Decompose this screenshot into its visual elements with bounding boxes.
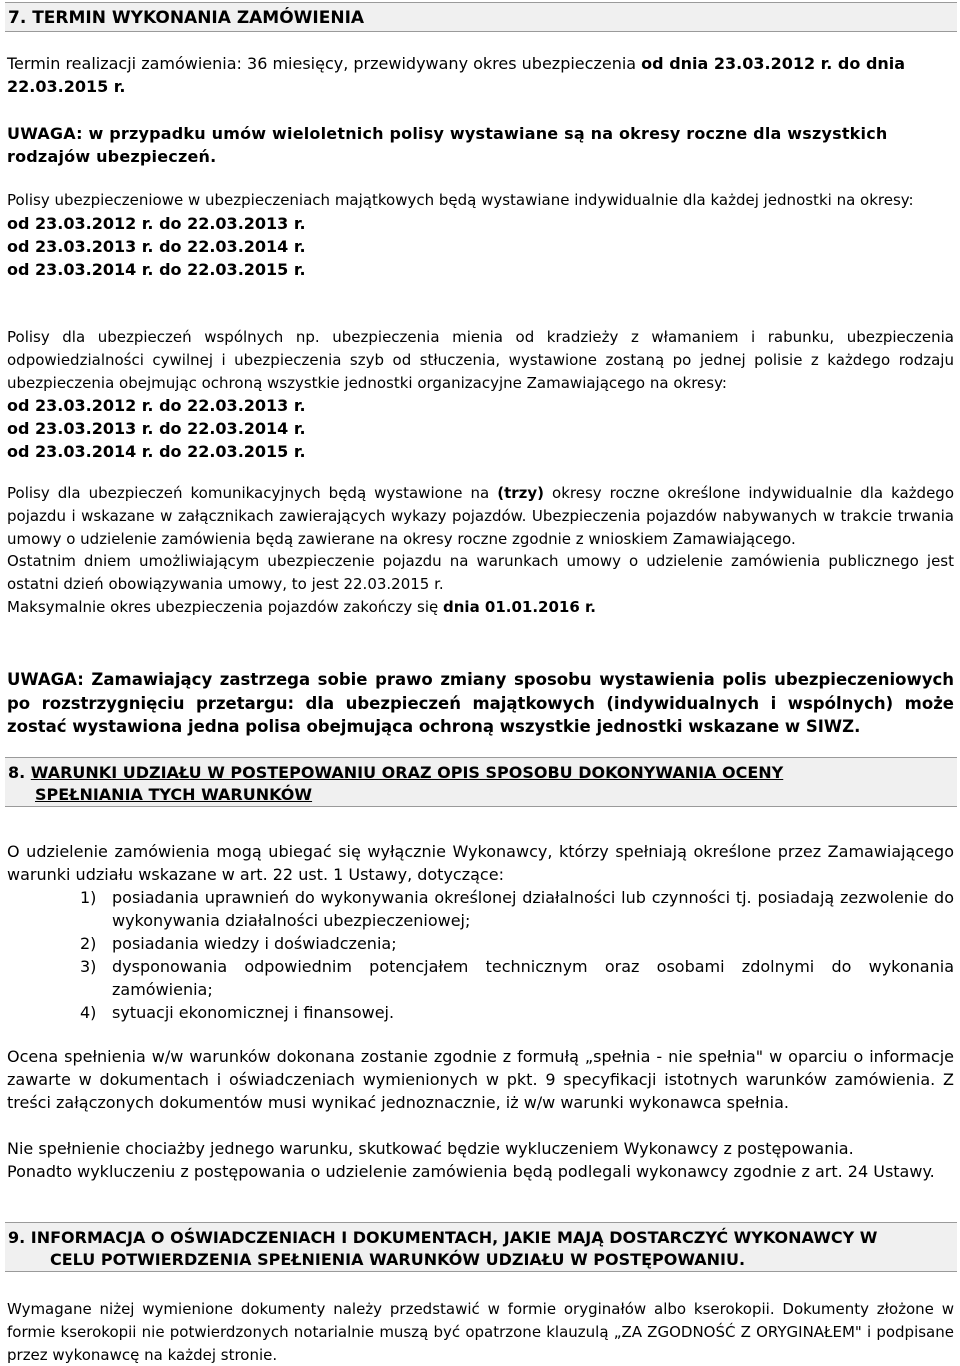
- list-item: [7, 955, 954, 1001]
- list-item-number: 2): [80, 934, 97, 953]
- section-8-heading-line1: [8, 763, 783, 782]
- section-8-number: 8.: [8, 763, 31, 782]
- komunikacyjne-text-a: Polisy dla ubezpieczeń komunikacyjnych będą wystawione na: [7, 484, 498, 502]
- ponadto-paragraph: Ponadto wykluczeniu z postępowania o udzielenie zamówienia będą podlegali wykonawcy zgodnie z art. 24 Ustawy.: [7, 1162, 935, 1181]
- section-8-title: WARUNKI UDZIAŁU W POSTEPOWANIU ORAZ OPIS SPOSOBU DOKONYWANIA OCENY: [30, 763, 784, 782]
- section-9-heading-line2: CELU POTWIERDZENIA SPEŁNIENIA WARUNKÓW UDZIAŁU W POSTĘPOWANIU.: [50, 1250, 746, 1269]
- section-8-heading: [5, 757, 957, 807]
- list-item-text: posiadania wiedzy i doświadczenia;: [112, 934, 397, 953]
- list-item-number: 4): [80, 1003, 97, 1022]
- nie-spelnienie-paragraph: Nie spełnienie chociażby jednego warunku, skutkować będzie wykluczeniem Wykonawcy z postępowania.: [7, 1139, 854, 1158]
- maksymalnie-date: dnia 01.01.2016 r.: [443, 597, 596, 616]
- uwaga-zmiana-polis: UWAGA: Zamawiający zastrzega sobie prawo zmiany sposobu wystawienia polis ubezpieczeniowych po rozstrzygnięciu przetargu: dla ubezpieczeń majątkowych (indywidualnych i wspólnych) może zostać wystawiona jedna polisa obejmująca ochroną wszystkie jednostki wskazane w SIWZ.: [7, 670, 954, 736]
- komunikacyjne-trzy: (trzy): [497, 484, 545, 502]
- maksymalnie-text: Maksymalnie okres ubezpieczenia pojazdów zakończy się: [7, 597, 444, 616]
- section-9-heading-line1: 9. INFORMACJA O OŚWIADCZENIACH I DOKUMENTACH, JAKIE MAJĄ DOSTARCZYĆ WYKONAWCY W: [8, 1228, 878, 1247]
- wymagane-dokumenty-paragraph: Wymagane niżej wymienione dokumenty należy przedstawić w formie oryginałów albo kserokopii. Dokumenty złożone w formie kserokopii nie potwierdzonych notarialnie muszą być opatrzone klauzulą „ZA ZGODNOŚĆ Z ORYGINAŁEM" i podpisane przez wykonawcę na każdej stronie.: [7, 1300, 954, 1364]
- list-item-number: 3): [80, 957, 97, 976]
- komunikacyjne-paragraph: [7, 482, 954, 619]
- polisy-wspolne-paragraph: [7, 326, 954, 463]
- polisy-majatkowe-paragraph: [7, 189, 954, 281]
- list-item: [7, 886, 954, 932]
- okres-b-1: od 23.03.2012 r. do 22.03.2013 r.: [7, 396, 306, 416]
- okres-b-3: od 23.03.2014 r. do 22.03.2015 r.: [7, 442, 306, 462]
- komunikacyjne-text-c: okresy roczne określone indywidualnie dla każdego pojazdu i wskazane w załącznikach zawierających wykazy pojazdów. Ubezpieczenia pojazdów nabywanych w trakcie trwania umowy o udzielenie zamówienia będą zawierane na okresy roczne zgodnie z wnioskiem Zamawiającego.: [7, 484, 955, 548]
- list-item: [7, 1001, 954, 1024]
- polisy-majatkowe-text: Polisy ubezpieczeniowe w ubezpieczeniach majątkowych będą wystawiane indywidualnie dla każdej jednostki na okresy:: [7, 191, 914, 209]
- okres-a-2: od 23.03.2013 r. do 22.03.2014 r.: [7, 236, 306, 256]
- warunki-list: [7, 886, 954, 1024]
- warunki-intro: O udzielenie zamówienia mogą ubiegać się wyłącznie Wykonawcy, którzy spełniają określone przez Zamawiającego warunki udziału wskazane w art. 22 ust. 1 Ustawy, dotyczące:: [7, 842, 954, 884]
- section-9-heading: [5, 1222, 957, 1272]
- list-item: [7, 932, 954, 955]
- termin-paragraph: [7, 52, 954, 98]
- termin-dates: od dnia 23.03.2012 r. do dnia 22.03.2015 r.: [7, 54, 906, 96]
- ostatni-dzien-text: Ostatnim dniem umożliwiającym ubezpieczenie pojazdu na warunkach umowy o udzielenie zamówienia publicznego jest ostatni dzień obowiązywania umowy, to jest 22.03.2015 r.: [7, 552, 954, 594]
- polisy-wspolne-text: Polisy dla ubezpieczeń wspólnych np. ubezpieczenia mienia od kradzieży z włamaniem i rabunku, ubezpieczenia odpowiedzialności cywilnej i ubezpieczenia szyb od stłuczenia, wystawione zostaną po jednej polisie z każdego rodzaju ubezpieczenia obejmując ochroną wszystkie jednostki organizacyjne Zamawiającego na okresy:: [7, 328, 954, 392]
- warunki-list-wrapper: [7, 886, 954, 1024]
- okres-a-3: od 23.03.2014 r. do 22.03.2015 r.: [7, 259, 306, 279]
- list-item-text: dysponowania odpowiednim potencjałem technicznym oraz osobami zdolnymi do wykonania zamówienia;: [112, 957, 954, 999]
- uwaga-roczne: UWAGA: w przypadku umów wieloletnich polisy wystawiane są na okresy roczne dla wszystkich rodzajów ubezpieczeń.: [7, 124, 888, 166]
- okres-b-2: od 23.03.2013 r. do 22.03.2014 r.: [7, 419, 306, 439]
- section-7-heading: 7. TERMIN WYKONANIA ZAMÓWIENIA: [5, 2, 957, 32]
- termin-text: Termin realizacji zamówienia: 36 miesięcy, przewidywany okres ubezpieczenia: [7, 54, 642, 73]
- ocena-paragraph: Ocena spełnienia w/w warunków dokonana zostanie zgodnie z formułą „spełnia - nie spełnia" w oparciu o informacje zawarte w dokumentach i oświadczeniach wymienionych w pkt. 9 specyfikacji istotnych warunków zamówienia. Z treści załączonych dokumentów musi wynikać jednoznacznie, iż w/w warunki wykonawca spełnia.: [7, 1047, 954, 1112]
- section-8-heading-line2: SPEŁNIANIA TYCH WARUNKÓW: [35, 785, 313, 804]
- list-item-text: posiadania uprawnień do wykonywania określonej działalności lub czynności tj. posiadają zezwolenie do wykonywania działalności ubezpieczeniowej;: [112, 888, 954, 930]
- list-item-number: 1): [80, 888, 97, 907]
- okres-a-1: od 23.03.2012 r. do 22.03.2013 r.: [7, 213, 306, 233]
- list-item-text: sytuacji ekonomicznej i finansowej.: [112, 1003, 395, 1022]
